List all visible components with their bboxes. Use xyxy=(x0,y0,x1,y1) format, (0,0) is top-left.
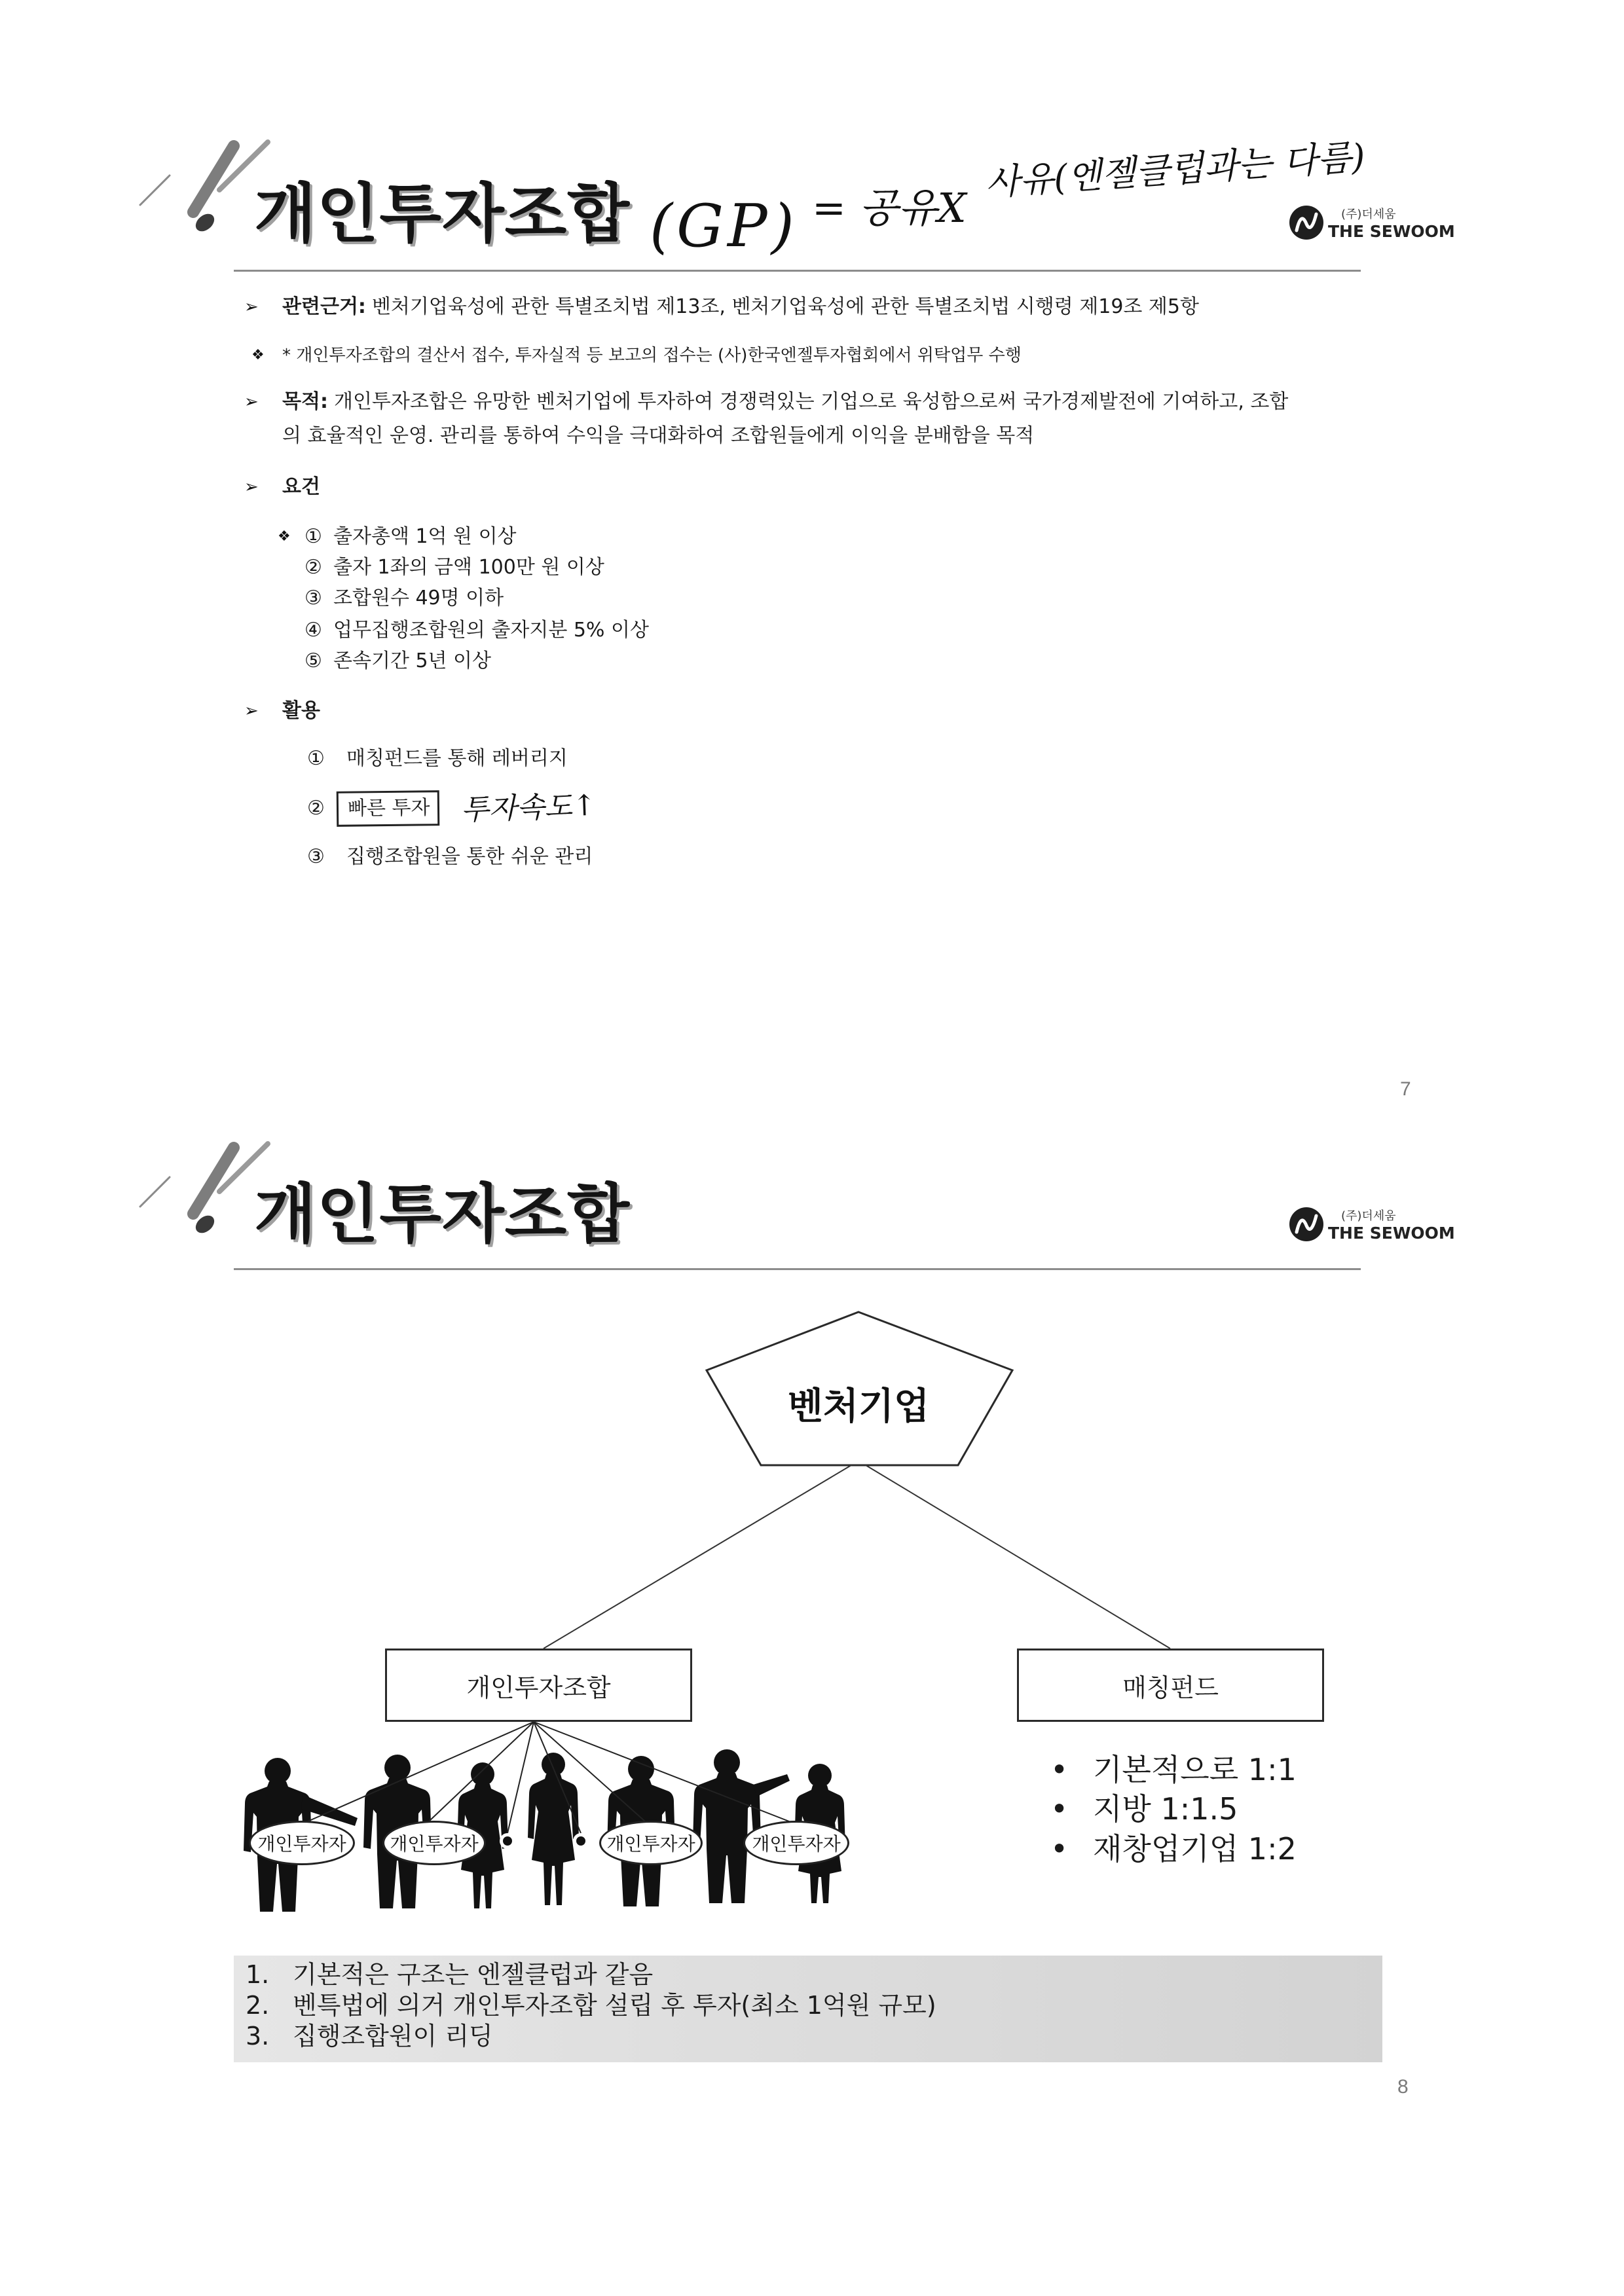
investor-oval: 개인투자자 xyxy=(743,1821,849,1865)
investor-oval: 개인투자자 xyxy=(599,1821,703,1865)
logo-english-name: THE SEWOOM xyxy=(1328,1224,1455,1243)
matching-ratio-item: 재창업기업 1:2 xyxy=(1093,1831,1297,1867)
summary-text: 집행조합원이 리딩 xyxy=(293,2022,493,2050)
connector-dot-icon xyxy=(500,1833,515,1849)
investment-partnership-box: 개인투자조합 xyxy=(385,1649,692,1722)
usage-number: ① xyxy=(307,747,325,770)
connector-line xyxy=(866,1465,1170,1649)
usage-text: 매칭펀드를 통해 레버리지 xyxy=(346,747,568,770)
requirement-number: ④ xyxy=(304,619,322,642)
purpose-text-line1: 개인투자조합은 유망한 벤처기업에 투자하여 경쟁력있는 기업으로 육성함으로써 국가경제발전에 기여하고, 조합 xyxy=(333,390,1289,413)
logo-korean-name: (주)더세움 xyxy=(1341,208,1396,221)
summary-number: 3. xyxy=(246,2022,270,2050)
requirement-number: ③ xyxy=(304,587,322,610)
usage-text: 집행조합원을 통한 쉬운 관리 xyxy=(346,845,593,868)
requirement-number: ⑤ xyxy=(304,649,322,672)
basis-label: 관련근거: xyxy=(282,295,366,318)
handwritten-equals-note: = 공유X xyxy=(812,184,967,232)
requirements-heading: 요건 xyxy=(282,475,320,498)
requirement-number: ① xyxy=(304,525,322,548)
logo-korean-name: (주)더세움 xyxy=(1341,1209,1396,1223)
requirement-number: ② xyxy=(304,556,322,579)
basis-note: * 개인투자조합의 결산서 접수, 투자실적 등 보고의 접수는 (사)한국엔젤투자협회에서 위탁업무 수행 xyxy=(282,346,1022,365)
page-number: 8 xyxy=(1397,2076,1409,2098)
investor-oval: 개인투자자 xyxy=(382,1821,486,1865)
arrow-bullet-icon: ➢ xyxy=(244,297,259,317)
bullet-icon: • xyxy=(1050,1831,1069,1867)
diamond-bullet-icon: ❖ xyxy=(278,528,291,545)
arrow-bullet-icon: ➢ xyxy=(244,392,259,412)
summary-text: 벤특법에 의거 개인투자조합 설립 후 투자(최소 1억원 규모) xyxy=(293,1991,936,2020)
requirement-text: 출자총액 1억 원 이상 xyxy=(333,525,517,548)
page-title: 개인투자조합 xyxy=(254,1177,631,1252)
requirement-text: 존속기간 5년 이상 xyxy=(333,649,492,672)
connector-line xyxy=(544,1465,851,1649)
person-silhouette-icon xyxy=(528,1753,579,1905)
usage-text-boxed: 빠른 투자 xyxy=(337,790,440,827)
requirement-text: 조합원수 49명 이하 xyxy=(333,587,504,610)
handwritten-gp-note: (GP) xyxy=(650,192,798,261)
requirement-text: 업무집행조합원의 출자지분 5% 이상 xyxy=(333,619,649,642)
purpose-text-line2: 의 효율적인 운영. 관리를 통하여 수익을 극대화하여 조합원들에게 이익을 분배함을 목적 xyxy=(282,424,1035,447)
usage-number: ③ xyxy=(307,845,325,868)
handwritten-private-note: 사유(엔젤클럽과는 다름) xyxy=(984,136,1367,204)
page-title: 개인투자조합 xyxy=(254,177,631,251)
bullet-icon: • xyxy=(1050,1752,1069,1787)
usage-heading: 활용 xyxy=(282,699,320,722)
bullet-icon: • xyxy=(1050,1791,1069,1827)
summary-text: 기본적은 구조는 엔젤클럽과 같음 xyxy=(293,1960,654,1989)
handwritten-speed-note: 투자속도↑ xyxy=(460,788,597,827)
basis-text: 벤처기업육성에 관한 특별조치법 제13조, 벤처기업육성에 관한 특별조치법 시행령 제19조 제5항 xyxy=(371,295,1199,318)
investor-oval: 개인투자자 xyxy=(249,1821,355,1865)
diamond-bullet-icon: ❖ xyxy=(251,347,265,363)
summary-number: 2. xyxy=(246,1991,270,2020)
arrow-bullet-icon: ➢ xyxy=(244,701,259,721)
usage-number: ② xyxy=(307,797,325,820)
arrow-bullet-icon: ➢ xyxy=(244,477,259,497)
connector-dot-icon xyxy=(573,1833,589,1849)
purpose-label: 목적: xyxy=(282,390,328,413)
logo-english-name: THE SEWOOM xyxy=(1328,222,1455,241)
page-number: 7 xyxy=(1400,1078,1411,1100)
summary-number: 1. xyxy=(246,1960,270,1989)
matching-ratio-item: 지방 1:1.5 xyxy=(1093,1791,1238,1827)
matching-ratio-item: 기본적으로 1:1 xyxy=(1093,1752,1297,1787)
venture-company-label: 벤처기업 xyxy=(787,1385,930,1428)
matching-fund-box: 매칭펀드 xyxy=(1017,1649,1324,1722)
requirement-text: 출자 1좌의 금액 100만 원 이상 xyxy=(333,556,604,579)
